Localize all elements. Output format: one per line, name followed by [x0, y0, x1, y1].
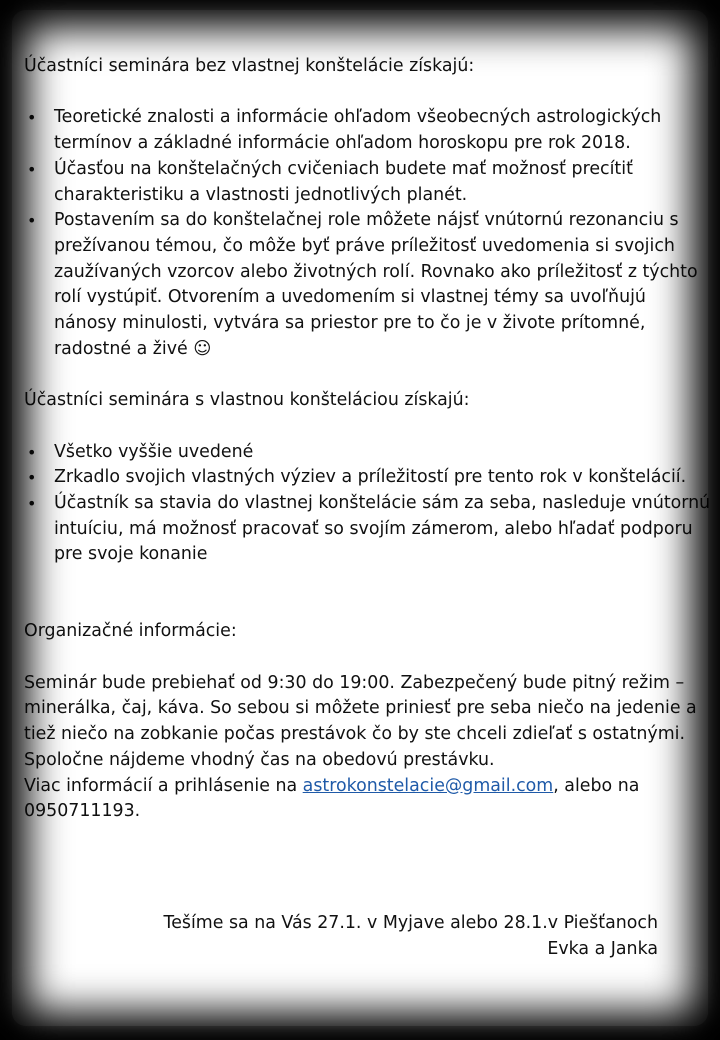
closing-block — [24, 910, 658, 962]
organization-paragraph: Seminár bude prebiehať od 9:30 do 19:00. Zabezpečený bude pitný režim – minerálka, čaj, káva. So sebou si môžete priniesť pre seba niečo na jedenie a tiež niečo na zobkanie počas prestávok čo by ste chceli zdieľať s ostatnými. Spoločne nájdeme vhodný čas na obedovú prestávku. Viac informácií a prihlásenie na astrokonstelacie@gmail.com, alebo na 0950711193. — [24, 671, 696, 825]
section2-heading: Účastníci seminára s vlastnou konšteláciou získajú: — [24, 390, 470, 411]
email-link[interactable]: astrokonstelacie@gmail.com — [302, 775, 554, 796]
document-content — [24, 54, 711, 825]
bullet-icon: • — [27, 108, 37, 128]
list-item: • Všetko vyššie uvedené — [24, 440, 696, 466]
list-item: • Účasťou na konštelačných cvičeniach budete mať možnosť precítiť charakteristiku a vlastnosti jednotlivých planét. — [27, 158, 633, 205]
closing-signature: Evka a Janka — [547, 939, 658, 959]
bullet-icon: • — [27, 468, 37, 488]
list-item: • Teoretické znalosti a informácie ohľadom všeobecných astrologických termínov a základné informácie ohľadom horoskopu pre rok 2018. — [27, 107, 662, 154]
list-item: • Zrkadlo svojich vlastných výziev a príležitostí pre tento rok v konštelácií. — [24, 465, 696, 491]
bullet-icon: • — [27, 159, 37, 179]
list-item: • Postavením sa do konštelačnej role môžete nájsť vnútornú rezonanciu s prežívanou témou, čo môže byť práve príležitosť uvedomenia si svojich zaužívaných vzorcov alebo životných rolí. Rovnako ako príležitosť z týchto rolí vystúpiť. Otvorením a uvedomením si vlastnej témy sa uvoľňujú nánosy minulosti, vytvára sa priestor pre to čo je v živote prítomné, radostné a živé ☺ — [27, 210, 698, 359]
bullet-icon: • — [27, 442, 37, 462]
organization-heading: Organizačné informácie: — [24, 621, 237, 642]
section1-heading: Účastníci seminára bez vlastnej konštelácie získajú: — [24, 56, 475, 76]
bullet-icon: • — [27, 493, 37, 513]
section2-bullet-list — [24, 440, 711, 569]
phone-number: 0950711193. — [24, 801, 141, 822]
closing-greeting: Tešíme sa na Vás 27.1. v Myjave alebo 28.1.v Piešťanoch — [163, 913, 658, 933]
bullet-icon: • — [27, 211, 37, 231]
list-item: • Účastník sa stavia do vlastnej konštelácie sám za seba, nasleduje vnútornú intuíciu, má možnosť pracovať so svojím zámerom, alebo hľadať podporu pre svoje konanie — [27, 492, 711, 565]
contact-line: Viac informácií a prihlásenie na astrokonstelacie@gmail.com, alebo na — [24, 775, 640, 796]
section1-bullet-list — [24, 105, 696, 362]
